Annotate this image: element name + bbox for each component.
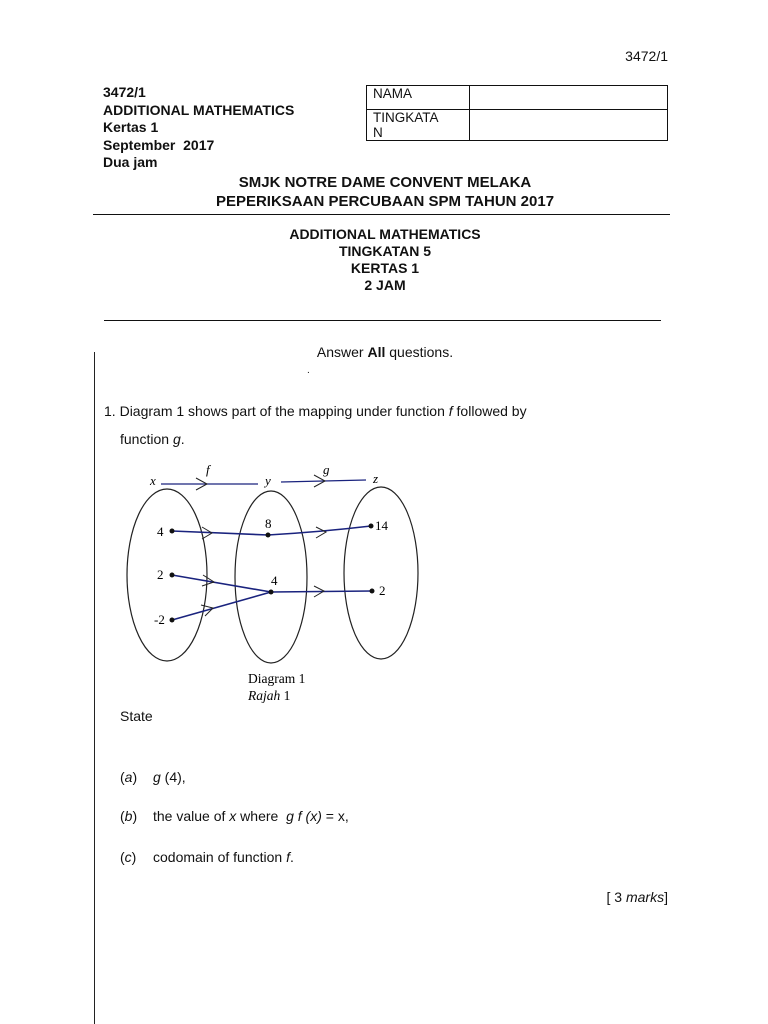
paper-time: 2 JAM (364, 277, 406, 293)
instruction-prefix: Answer (316, 344, 368, 360)
map-8-to-14-arrowhead (316, 527, 326, 538)
part-c-post: . (289, 849, 294, 865)
set-z-label: z (373, 471, 379, 486)
paper-number: Kertas 1 (103, 119, 159, 135)
z-value-2: 2 (379, 583, 386, 598)
point-x-4 (170, 529, 175, 534)
instruction-emphasis: All (367, 344, 386, 360)
part-a-func: g (153, 769, 161, 785)
part-b-mid: where (236, 808, 287, 824)
q1-line2-post: . (180, 431, 185, 447)
diagram-caption: Diagram 1 (248, 671, 306, 686)
marks-word: marks (625, 889, 665, 905)
point-z-2 (370, 589, 375, 594)
paper-form: TINGKATAN 5 (338, 243, 432, 259)
state-prompt: State (120, 708, 153, 724)
part-c-pre: codomain of function (153, 849, 287, 865)
q1-line1-pre: Diagram 1 shows part of the mapping under function (119, 403, 449, 419)
exam-date: September 2017 (103, 136, 215, 153)
stray-dot: . (307, 365, 310, 376)
point-y-4 (269, 590, 274, 595)
q1-line1-post: followed by (452, 403, 527, 419)
caption-malay-word: Rajah (248, 688, 281, 703)
paper-kertas: KERTAS 1 (350, 260, 420, 276)
name-label: NAMA (367, 86, 470, 110)
part-b-expr: g f (x) (286, 808, 322, 824)
x-value-4: 4 (157, 524, 164, 539)
part-c-var: f (286, 849, 290, 865)
set-z-oval (344, 487, 418, 659)
form-label-line1: TINGKATA (373, 110, 439, 125)
x-value-2: 2 (157, 567, 164, 582)
map-4-to-2 (271, 591, 372, 592)
x-value-neg2: -2 (154, 612, 165, 627)
question-number: 1. (104, 403, 116, 419)
z-value-14: 14 (375, 518, 388, 533)
map-neg2-to-4 (172, 592, 271, 620)
subject-name: ADDITIONAL MATHEMATICS (103, 101, 295, 118)
q1-line1-f: f (448, 403, 453, 419)
exam-duration: Dua jam (103, 154, 158, 170)
part-a: (a) g (4), (120, 769, 186, 785)
q1-line2-pre: function (120, 431, 173, 447)
part-a-letter: a (124, 769, 133, 785)
point-z-14 (369, 524, 374, 529)
part-b: (b) the value of x where g f (x) = x, (120, 808, 349, 824)
map-4-to-8 (172, 531, 268, 535)
point-x-2 (170, 573, 175, 578)
point-y-8 (266, 533, 271, 538)
set-x-oval (127, 489, 207, 661)
page-code: 3472/1 (625, 48, 668, 64)
function-f-label: f (206, 462, 210, 477)
set-x-label: x (150, 473, 156, 488)
part-b-post: = x, (321, 808, 349, 824)
part-b-pre: the value of (153, 808, 230, 824)
caption-malay-number: 1 (283, 688, 291, 703)
part-c: (c) codomain of function f. (120, 849, 294, 865)
set-y-label: y (265, 473, 271, 488)
exam-name: PEPERIKSAAN PERCUBAAN SPM TAHUN 2017 (215, 193, 555, 210)
q1-line2-g: g (172, 431, 181, 447)
y-value-4: 4 (271, 573, 278, 588)
part-a-text: (4), (160, 769, 186, 785)
form-label-line2: N (373, 125, 383, 140)
paper-code: 3472/1 (103, 84, 146, 100)
paper-subject: ADDITIONAL MATHEMATICS (289, 226, 481, 242)
part-c-letter: c (124, 849, 132, 865)
map-8-to-14 (268, 526, 371, 535)
part-b-letter: b (124, 808, 133, 824)
y-value-8: 8 (265, 516, 272, 531)
instruction-suffix: questions. (385, 344, 454, 360)
marks-number: 3 (614, 889, 623, 905)
marks-allocation: [ 3 marks] (606, 889, 668, 905)
function-g-label: g (323, 462, 330, 477)
point-x-neg2 (170, 618, 175, 623)
diagram-caption-malay (247, 688, 290, 703)
part-b-var: x (229, 808, 237, 824)
school-name: SMJK NOTRE DAME CONVENT MELAKA (238, 174, 532, 191)
map-2-to-4 (172, 575, 271, 592)
